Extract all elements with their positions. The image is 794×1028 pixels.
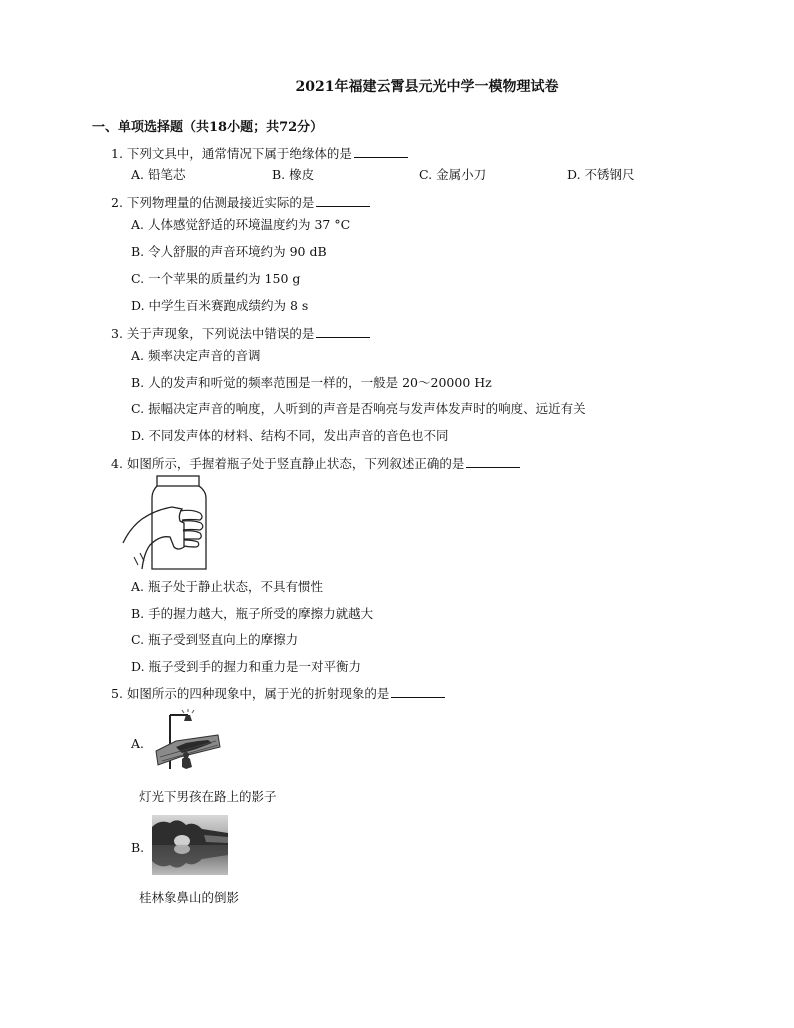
finger-1 xyxy=(180,510,202,520)
question-1-stem: 1. 下列文具中，通常情况下属于绝缘体的是 xyxy=(111,146,352,161)
q4-option-d: D. 瓶子受到手的握力和重力是一对平衡力 xyxy=(131,659,362,674)
elephant-trunk-hill-photo xyxy=(152,815,228,875)
bottle-body xyxy=(152,486,206,569)
q5-option-a-caption: 灯光下男孩在路上的影子 xyxy=(139,789,277,804)
q2-option-b: B. 令人舒服的声音环境约为 90 dB xyxy=(131,244,327,259)
exam-title: 2021年福建云霄县元光中学一模物理试卷 xyxy=(295,79,559,95)
section-heading: 一、单项选择题（共18小题；共72分） xyxy=(92,120,324,135)
question-4 xyxy=(111,454,520,472)
answer-blank xyxy=(354,146,408,158)
q2-option-a: A. 人体感觉舒适的环境温度约为 37 °C xyxy=(131,217,351,232)
q4-option-b: B. 手的握力越大，瓶子所受的摩擦力就越大 xyxy=(131,606,374,621)
bottle-cap xyxy=(157,476,199,486)
question-5-stem: 5. 如图所示的四种现象中，属于光的折射现象的是 xyxy=(111,686,390,701)
finger-2 xyxy=(182,521,203,530)
question-5 xyxy=(111,684,445,702)
q5-option-b-caption: 桂林象鼻山的倒影 xyxy=(139,890,240,905)
answer-blank xyxy=(316,195,370,207)
q3-option-b: B. 人的发声和听觉的频率范围是一样的，一般是 20～20000 Hz xyxy=(131,375,492,390)
q3-option-d: D. 不同发声体的材料、结构不同，发出声音的音色也不同 xyxy=(131,428,449,443)
q4-option-c: C. 瓶子受到竖直向上的摩擦力 xyxy=(131,632,299,647)
q2-option-d: D. 中学生百米赛跑成绩约为 8 s xyxy=(131,298,309,313)
arch-reflection xyxy=(174,844,190,854)
question-3 xyxy=(111,324,370,342)
q3-option-a: A. 频率决定声音的音调 xyxy=(131,348,261,363)
question-4-stem: 4. 如图所示，手握着瓶子处于竖直静止状态，下列叙述正确的是 xyxy=(111,456,465,471)
finger-3 xyxy=(183,531,201,539)
question-3-stem: 3. 关于声现象，下列说法中错误的是 xyxy=(111,326,315,341)
q3-option-c: C. 振幅决定声音的响度，人听到的声音是否响亮与发声体发声时的响度、远近有关 xyxy=(131,401,586,416)
q2-option-c: C. 一个苹果的质量约为 150 g xyxy=(131,271,301,286)
q1-option-c: C. 金属小刀 xyxy=(419,167,487,182)
question-1 xyxy=(111,144,408,162)
answer-blank xyxy=(391,686,445,698)
q1-option-d: D. 不锈钢尺 xyxy=(567,167,635,182)
q4-option-a: A. 瓶子处于静止状态，不具有惯性 xyxy=(131,579,323,594)
q1-option-a: A. 铅笔芯 xyxy=(131,167,186,182)
hand-holding-bottle-figure xyxy=(120,473,215,573)
question-2 xyxy=(111,193,370,211)
lamp-shadow-figure xyxy=(146,707,222,773)
boy-figure xyxy=(182,757,192,769)
question-2-stem: 2. 下列物理量的估测最接近实际的是 xyxy=(111,195,315,210)
q1-option-b: B. 橡皮 xyxy=(272,167,315,182)
answer-blank xyxy=(316,326,370,338)
finger-4 xyxy=(184,540,199,547)
answer-blank xyxy=(466,456,520,468)
hand-outline xyxy=(123,507,184,569)
boy-head xyxy=(183,752,189,758)
q5-option-b-label: B. xyxy=(131,840,145,855)
q5-option-a-label: A. xyxy=(131,736,145,751)
lamp-rays xyxy=(182,709,194,713)
